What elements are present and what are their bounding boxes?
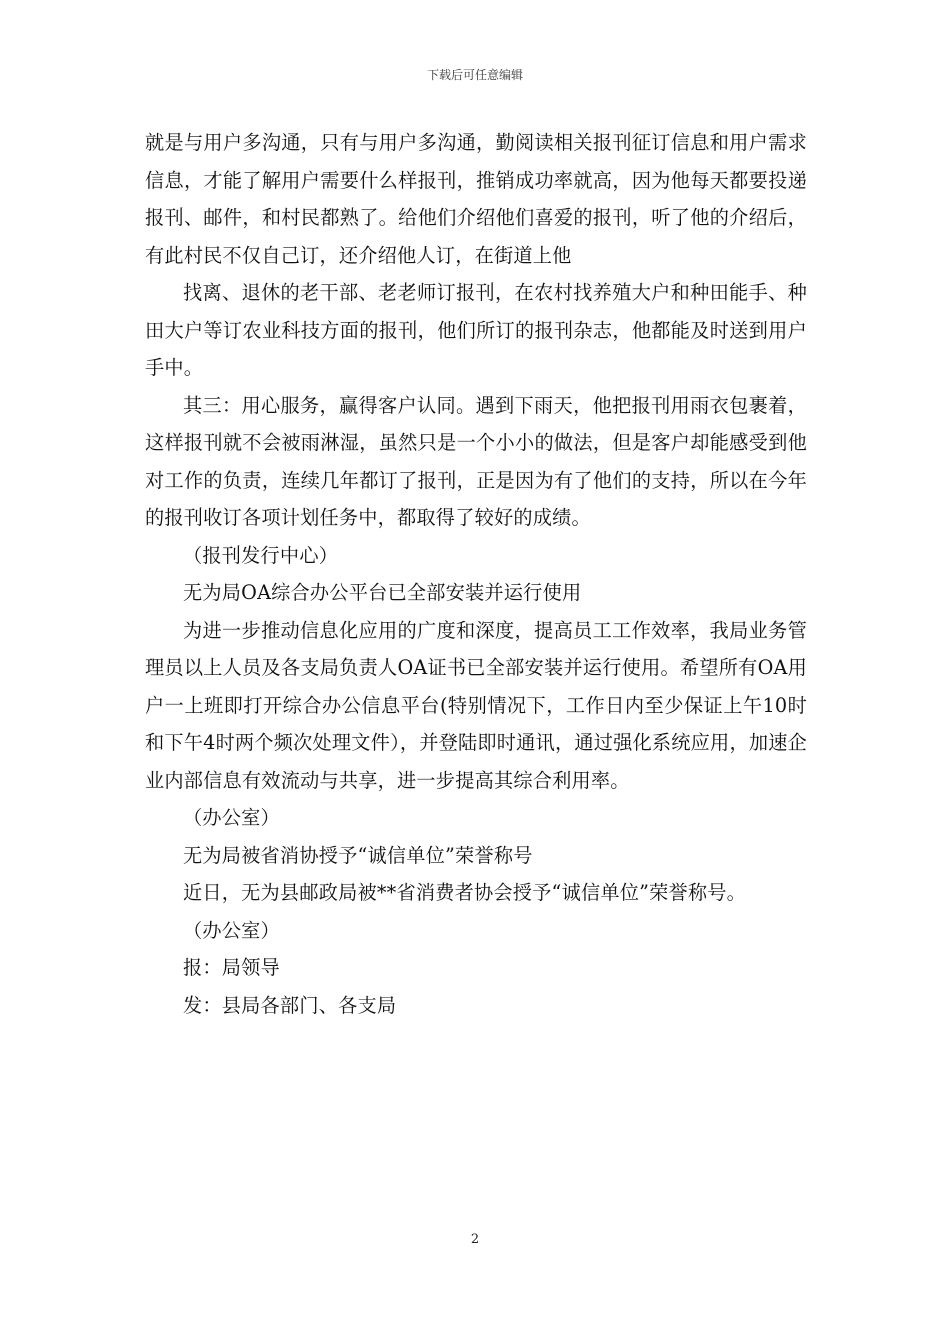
distribution-line: 发：县局各部门、各支局 xyxy=(183,993,397,1017)
source-note-distribution-center: （报刊发行中心） xyxy=(183,543,339,567)
document-body xyxy=(145,124,807,1024)
page-header: 下载后可任意编辑 xyxy=(426,68,523,82)
paragraph-integrity-unit: 近日，无为县邮政局被**省消费者协会授予“诚信单位”荣誉称号。 xyxy=(183,881,747,904)
source-note-office-2: （办公室） xyxy=(183,918,280,942)
source-note-office-1: （办公室） xyxy=(183,806,280,829)
report-to-line: 报：局领导 xyxy=(183,956,280,979)
article-title-integrity-unit: 无为局被省消协授予“诚信单位”荣誉称号 xyxy=(183,843,533,867)
paragraph-oa-platform: 为进一步推动信息化应用的广度和深度，提高员工工作效率，我局业务管理员以上人员及各支局负责人OA证书已全部安装并运行使用。希望所有OA用户一上班即打开综合办公信息平台(特别情况下，工作日内至少保证上午10时和下午4时两个频次处理文件），并登陆即时通讯，通过强化系统应用，加速企业内部信息有效流动与共享，进一步提高其综合利用率。 xyxy=(145,618,807,792)
paragraph-continuation: 就是与用户多沟通，只有与用户多沟通，勤阅读相关报刊征订信息和用户需求信息，才能了解用户需要什么样报刊，推销成功率就高，因为他每天都要投递报刊、邮件，和村民都熟了。给他们介绍他们喜爱的报刊，听了他的介绍后，有此村民不仅自己订，还介绍他人订，在街道上他 xyxy=(145,131,807,267)
article-title-oa-platform: 无为局OA综合办公平台已全部安装并运行使用 xyxy=(183,581,582,604)
page-number: 2 xyxy=(470,1232,480,1247)
paragraph-subscribers: 找离、退休的老干部、老老师订报刊，在农村找养殖大户和种田能手、种田大户等订农业科技方面的报刊，他们所订的报刊杂志，他都能及时送到用户手中。 xyxy=(145,281,807,379)
paragraph-service: 其三：用心服务，赢得客户认同。遇到下雨天，他把报刊用雨衣包裹着，这样报刊就不会被雨淋湿，虽然只是一个小小的做法，但是客户却能感受到他对工作的负责，连续几年都订了报刊，正是因为有了他们的支持，所以在今年的报刊收订各项计划任务中，都取得了较好的成绩。 xyxy=(145,393,807,529)
